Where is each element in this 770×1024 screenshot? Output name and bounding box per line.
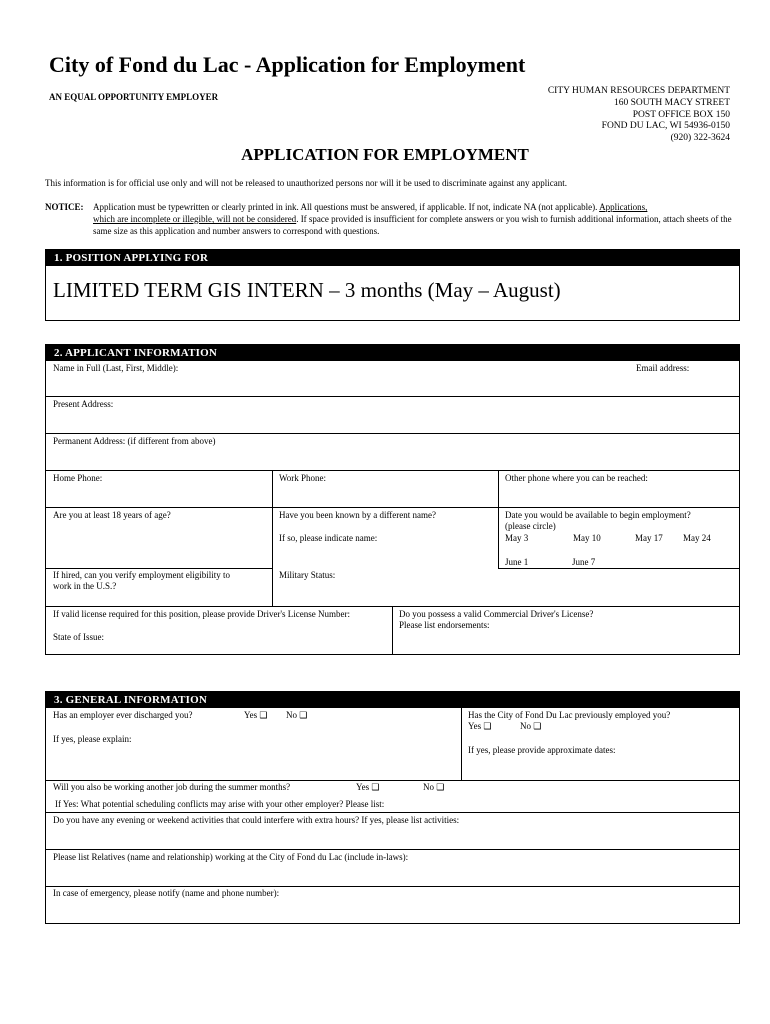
intro-text: This information is for official use only and will not be released to unauthorized persons nor will it be used to discriminate against any applicant. <box>45 178 567 188</box>
approx-dates-field[interactable]: If yes, please provide approximate dates: <box>468 745 616 755</box>
explain-field[interactable]: If yes, please explain: <box>53 734 132 744</box>
section-general <box>45 691 740 924</box>
another-job-no[interactable] <box>423 782 444 794</box>
permanent-address-field[interactable]: Permanent Address: (if different from above) <box>53 436 216 446</box>
divider <box>46 507 739 508</box>
notice-underlined: Applications, <box>599 202 648 212</box>
divider <box>272 507 273 606</box>
checkbox-icon[interactable]: ❑ <box>259 711 268 721</box>
notice-text: Application must be typewritten or clearly printed in ink. All questions must be answered, if applicable. If not, indicate NA (not applicable). <box>93 202 600 212</box>
notice-text: . If space provided is insufficient for complete answers or you wish to furnish additional information, attach sheets of the same size as this application and number answers to correspond with questions. <box>93 214 732 236</box>
section-applicant <box>45 344 740 655</box>
no-label: No <box>423 782 434 792</box>
date-option[interactable]: May 24 <box>683 533 711 543</box>
dept-line: 160 SOUTH MACY STREET <box>613 97 730 108</box>
notice <box>45 201 735 236</box>
conflicts-field[interactable]: If Yes: What potential scheduling conflicts may arise with your other employer? Please list: <box>55 799 385 809</box>
section-position <box>45 249 740 321</box>
yes-label: Yes <box>356 782 370 792</box>
divider <box>272 470 273 507</box>
cdl-question[interactable]: Do you possess a valid Commercial Driver's License? <box>399 609 594 619</box>
position-title[interactable]: LIMITED TERM GIS INTERN – 3 months (May – August) <box>53 278 561 302</box>
military-status-field[interactable]: Military Status: <box>279 570 336 580</box>
date-option[interactable]: June 1 <box>505 557 529 567</box>
no-label: No <box>520 721 531 731</box>
dept-line: (920) 322-3624 <box>670 133 730 144</box>
dept-line: FOND DU LAC, WI 54936-0150 <box>601 121 730 132</box>
name-field[interactable]: Name in Full (Last, First, Middle): <box>53 363 179 373</box>
page-title: City of Fond du Lac - Application for Employment <box>49 52 526 77</box>
previous-employment-no[interactable] <box>520 721 541 733</box>
notice-underlined: which are incomplete or illegible, will not be considered <box>93 214 297 224</box>
another-job-question: Will you also be working another job during the summer months? <box>53 782 291 792</box>
previous-employment-question: Has the City of Fond Du Lac previously employed you? <box>468 710 671 720</box>
divider <box>46 812 739 813</box>
divider <box>392 606 393 655</box>
eeo-statement: AN EQUAL OPPORTUNITY EMPLOYER <box>49 92 219 102</box>
divider <box>46 433 739 434</box>
discharged-yes[interactable] <box>244 710 267 722</box>
another-job-yes[interactable] <box>356 782 379 794</box>
no-label: No <box>286 710 297 720</box>
eligibility-question[interactable]: work in the U.S.? <box>53 581 117 591</box>
checkbox-icon[interactable]: ❑ <box>371 783 380 793</box>
divider <box>461 708 462 780</box>
date-option[interactable]: May 3 <box>505 533 529 543</box>
relatives-field[interactable]: Please list Relatives (name and relationship) working at the City of Fond du Lac (include in-laws): <box>53 852 409 862</box>
circle-instruction: (please circle) <box>505 521 556 531</box>
work-phone-field[interactable]: Work Phone: <box>279 473 327 483</box>
notice-body <box>93 201 733 237</box>
notice-label: NOTICE: <box>45 202 84 212</box>
emergency-contact-field[interactable]: In case of emergency, please notify (name and phone number): <box>53 888 280 898</box>
state-field[interactable]: State of Issue: <box>53 632 104 642</box>
present-address-field[interactable]: Present Address: <box>53 399 114 409</box>
license-field[interactable]: If valid license required for this position, please provide Driver's License Number: <box>53 609 351 619</box>
checkbox-icon[interactable]: ❑ <box>299 711 308 721</box>
age-question[interactable]: Are you at least 18 years of age? <box>53 510 171 520</box>
section-header: 3. GENERAL INFORMATION <box>46 692 739 708</box>
dept-line: CITY HUMAN RESOURCES DEPARTMENT <box>547 86 730 96</box>
discharged-no[interactable] <box>286 710 307 722</box>
checkbox-icon[interactable]: ❑ <box>436 783 445 793</box>
checkbox-icon[interactable]: ❑ <box>483 722 492 732</box>
yes-label: Yes <box>244 710 258 720</box>
section-header: 2. APPLICANT INFORMATION <box>46 345 739 361</box>
date-option[interactable]: May 17 <box>635 533 663 543</box>
dept-line: POST OFFICE BOX 150 <box>632 109 730 120</box>
divider <box>498 470 499 568</box>
divider <box>46 568 272 569</box>
divider <box>46 470 739 471</box>
divider <box>46 780 739 781</box>
other-name-question[interactable]: Have you been known by a different name? <box>279 510 437 520</box>
previous-employment-yes[interactable] <box>468 721 491 733</box>
date-option[interactable]: June 7 <box>572 557 596 567</box>
section-header: 1. POSITION APPLYING FOR <box>46 250 739 266</box>
home-phone-field[interactable]: Home Phone: <box>53 473 103 483</box>
discharged-question: Has an employer ever discharged you? <box>53 710 193 720</box>
divider <box>498 568 739 569</box>
eligibility-question[interactable]: If hired, can you verify employment eligibility to <box>53 570 230 580</box>
divider <box>46 396 739 397</box>
application-heading: APPLICATION FOR EMPLOYMENT <box>241 145 529 164</box>
checkbox-icon[interactable]: ❑ <box>533 722 542 732</box>
yes-label: Yes <box>468 721 482 731</box>
other-phone-field[interactable]: Other phone where you can be reached: <box>505 473 648 483</box>
divider <box>46 849 739 850</box>
department-address <box>548 86 730 145</box>
date-option[interactable]: May 10 <box>573 533 601 543</box>
indicate-name-field[interactable]: If so, please indicate name: <box>279 533 378 543</box>
start-date-question: Date you would be available to begin employment? <box>505 510 691 520</box>
divider <box>46 886 739 887</box>
email-field[interactable]: Email address: <box>636 363 690 373</box>
activities-field[interactable]: Do you have any evening or weekend activities that could interfere with extra hours? If yes, please list activities: <box>53 815 460 825</box>
endorsements-field[interactable]: Please list endorsements: <box>399 620 490 630</box>
